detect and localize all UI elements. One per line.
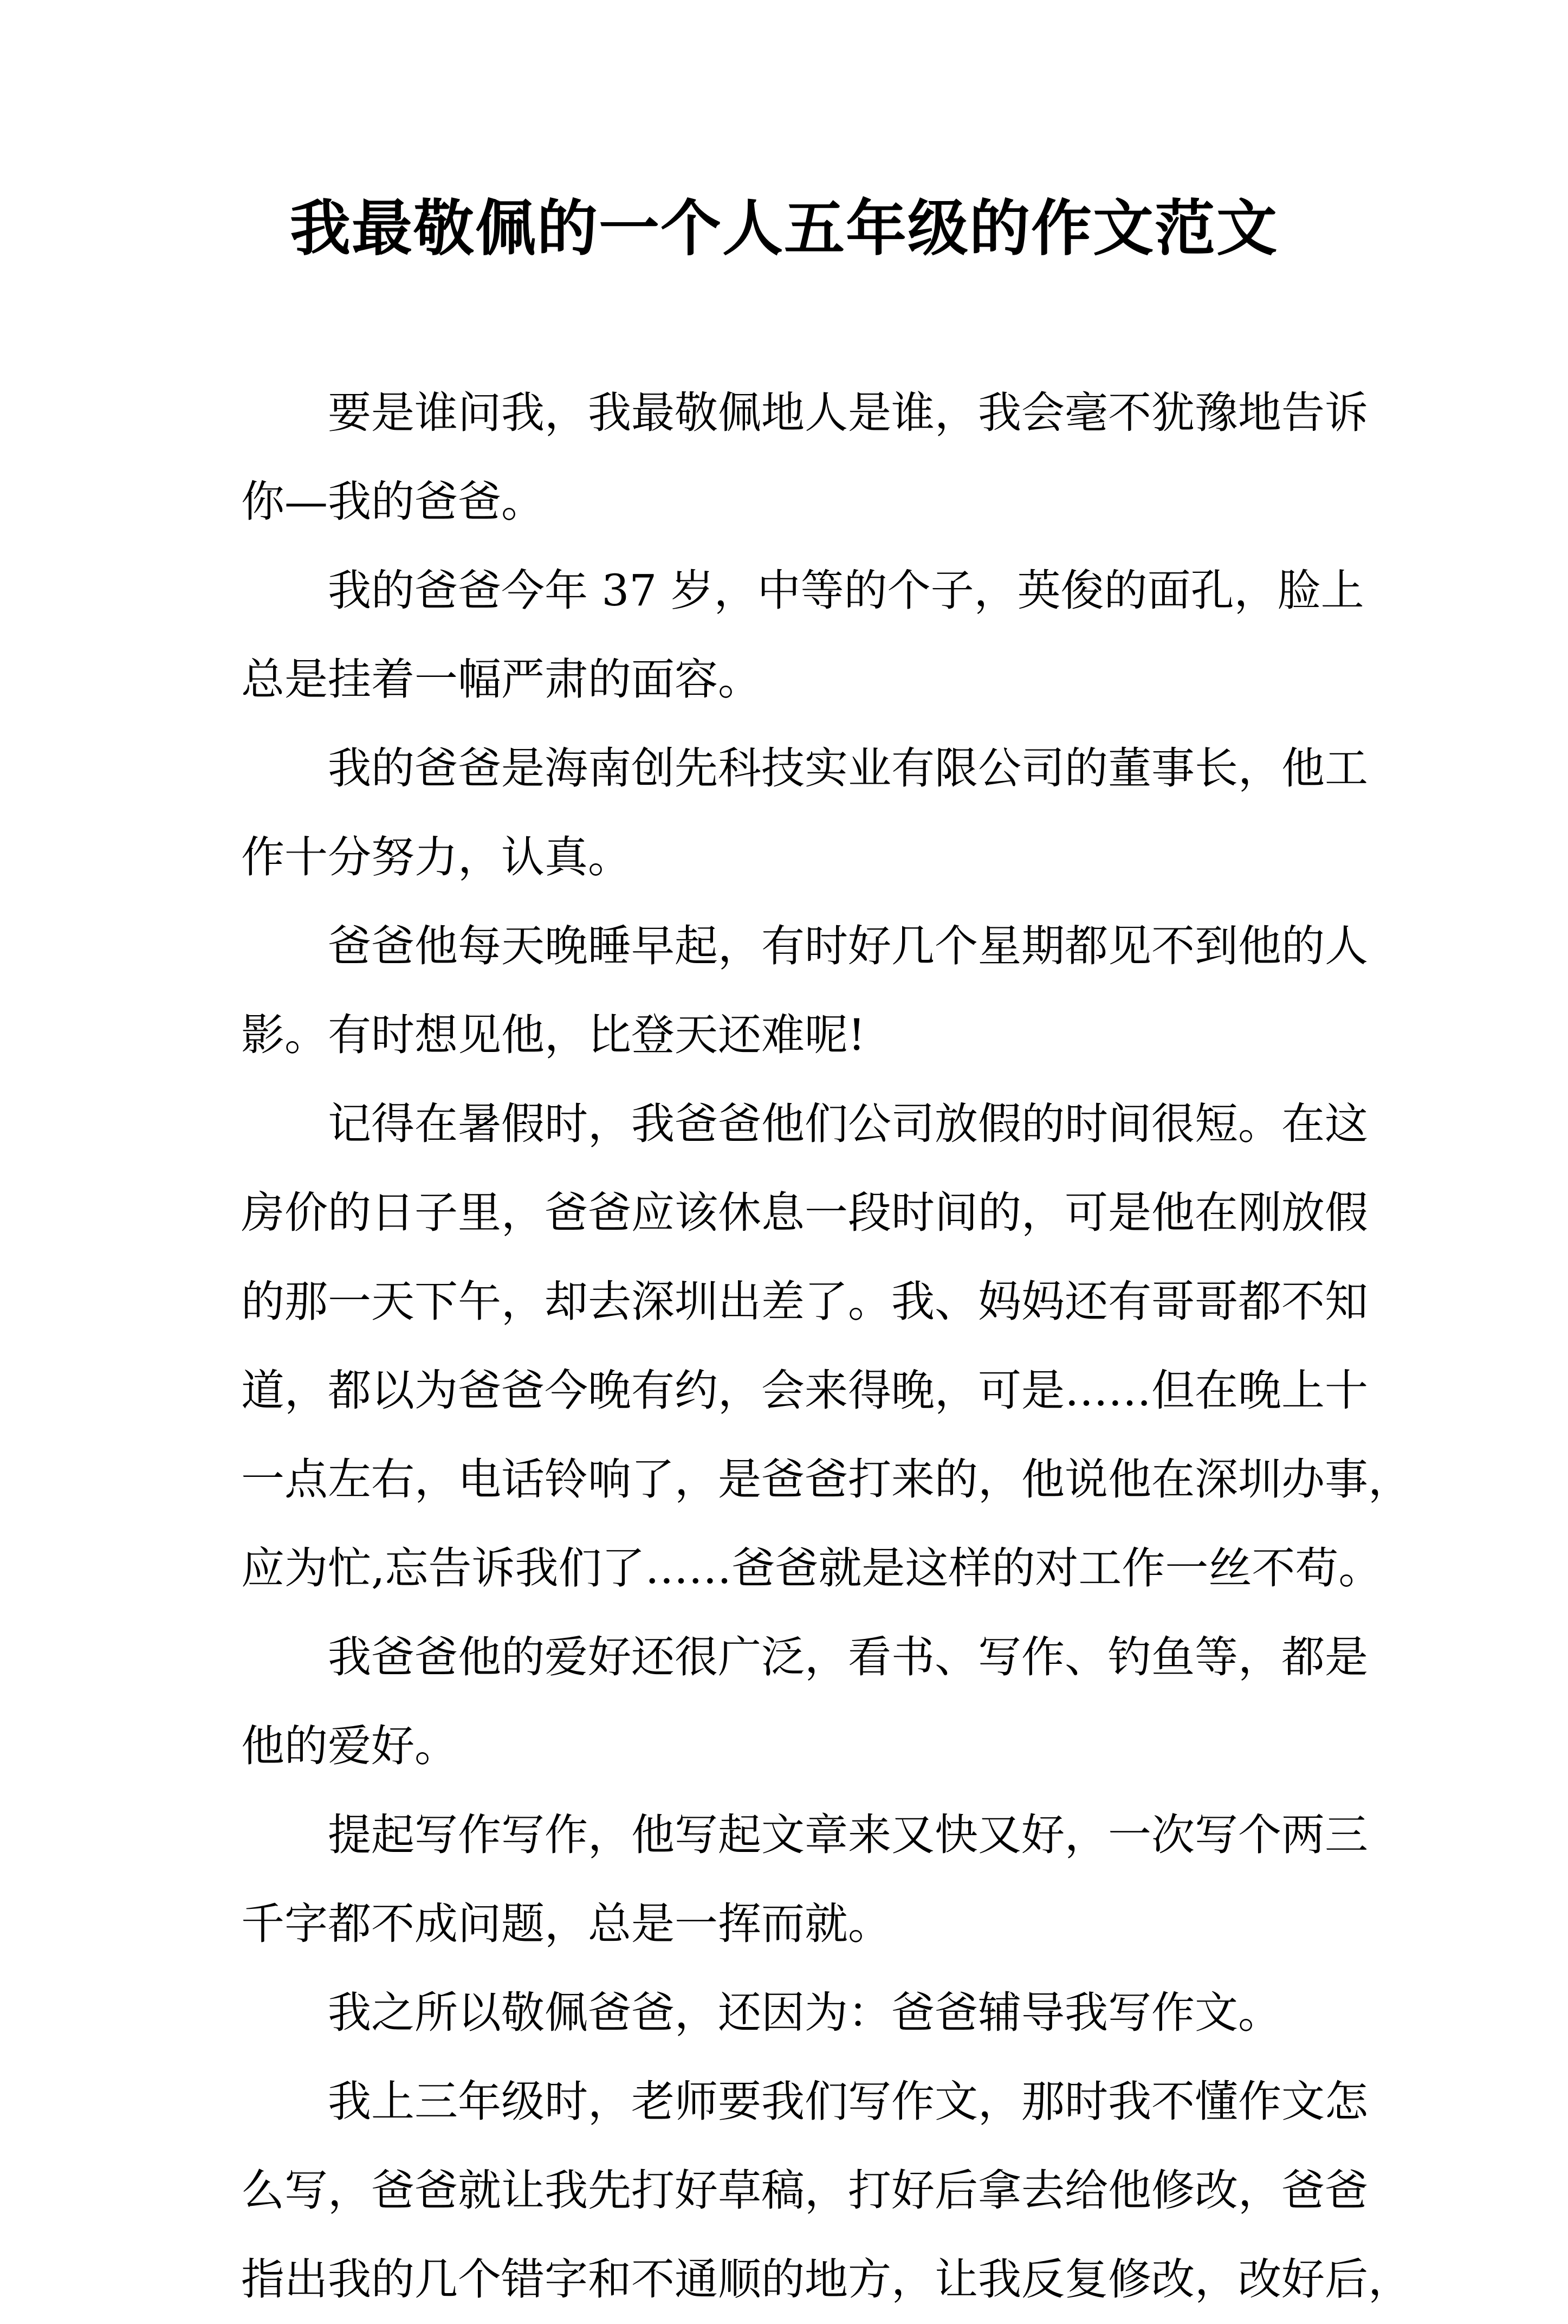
- text-line: 记得在暑假时，我爸爸他们公司放假的时间很短。在这: [328, 1099, 1368, 1149]
- text-line: 我上三年级时，老师要我们写作文，那时我不懂作文怎: [328, 2076, 1368, 2127]
- text-line: 么写，爸爸就让我先打好草稿，打好后拿去给他修改，爸爸: [241, 2165, 1368, 2216]
- text-line: 影。有时想见他，比登天还难呢!: [241, 1010, 866, 1060]
- text-line: 要是谁问我，我最敬佩地人是谁，我会毫不犹豫地告诉: [328, 388, 1368, 438]
- text-line: 我的爸爸今年 37 岁，中等的个子，英俊的面孔，脸上: [328, 565, 1364, 616]
- text-line: 爸爸他每天晚睡早起，有时好几个星期都见不到他的人: [328, 921, 1368, 971]
- paragraph: [241, 369, 1368, 546]
- document-body: [241, 369, 1411, 2324]
- text-line: 房价的日子里，爸爸应该休息一段时间的，可是他在刚放假: [241, 1187, 1368, 1238]
- text-line: 千字都不成问题，总是一挥而就。: [241, 1899, 891, 1949]
- text-line: 一点左右，电话铃响了，是爸爸打来的，他说他在深圳办事，: [241, 1454, 1411, 1505]
- text-line: 总是挂着一幅严肃的面容。: [241, 654, 761, 705]
- paragraph: [241, 1968, 1346, 2057]
- text-line: 应为忙,忘告诉我们了……爸爸就是这样的对工作一丝不苟。: [241, 1543, 1382, 1593]
- text-line: 的那一天下午，却去深圳出差了。我、妈妈还有哥哥都不知: [241, 1276, 1368, 1327]
- paragraph: [241, 1613, 1368, 1791]
- text-line: 作十分努力，认真。: [241, 832, 631, 882]
- paragraph: [241, 1791, 1368, 1968]
- text-line: 他的爱好。: [241, 1721, 458, 1771]
- text-line: 我之所以敬佩爸爸，还因为：爸爸辅导我写作文。: [328, 1987, 1281, 2038]
- text-line: 你—我的爸爸。: [241, 476, 545, 527]
- paragraph: [241, 1080, 1411, 1613]
- text-line: 道，都以为爸爸今晚有约，会来得晚，可是……但在晚上十: [241, 1365, 1368, 1416]
- text-line: 我爸爸他的爱好还很广泛，看书、写作、钓鱼等，都是: [328, 1632, 1368, 1682]
- text-line: 提起写作写作，他写起文章来又快又好，一次写个两三: [328, 1810, 1368, 1860]
- paragraph: [241, 546, 1364, 724]
- document-title: 我最敬佩的一个人五年级的作文范文: [290, 193, 1278, 264]
- text-line: 我的爸爸是海南创先科技实业有限公司的董事长，他工: [328, 743, 1368, 793]
- text-line: 指出我的几个错字和不通顺的地方，让我反复修改，改好后，: [241, 2254, 1411, 2304]
- paragraph: [241, 2057, 1411, 2324]
- paragraph: [241, 724, 1368, 902]
- paragraph: [241, 902, 1368, 1080]
